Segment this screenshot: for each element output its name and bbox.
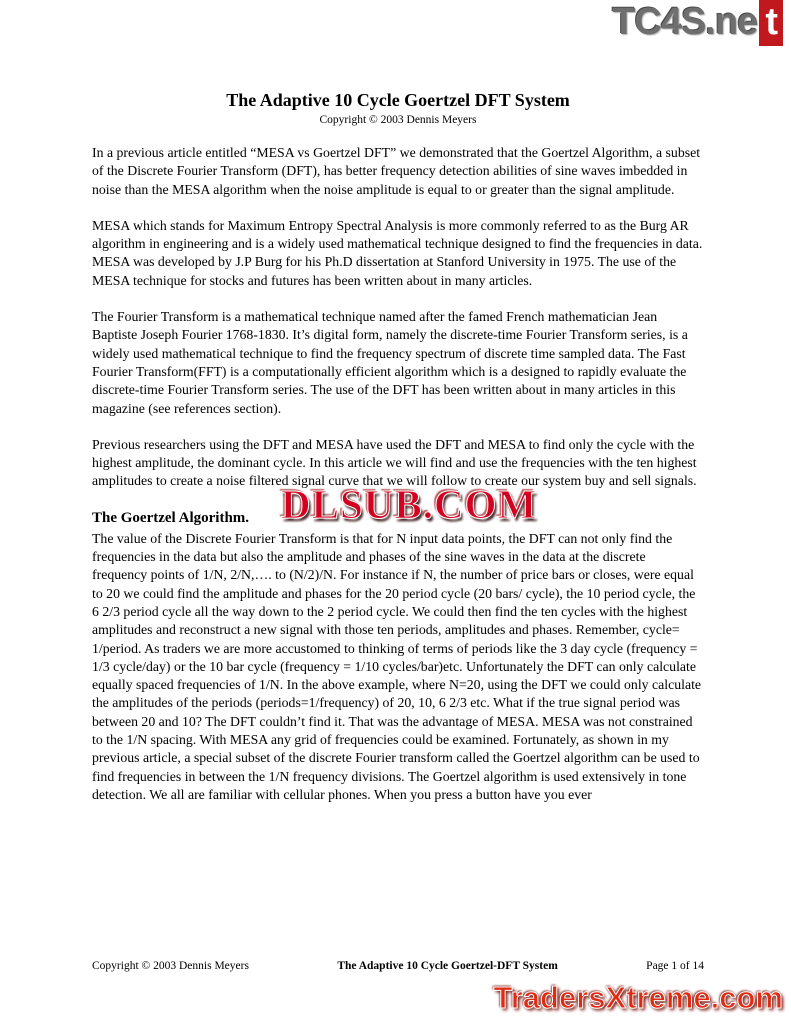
footer-document-title: The Adaptive 10 Cycle Goertzel-DFT System [337,960,558,972]
tc4s-logo [612,0,783,46]
copyright-line: Copyright © 2003 Dennis Meyers [319,114,477,126]
paragraph-mesa-definition: MESA which stands for Maximum Entropy Spectral Analysis is more commonly referred to as the Burg AR algorithm in engineering and is a widely used mathematical technique designed to find the frequencies in data. MESA was developed by J.P Burg for his Ph.D dissertation at Stanford University in 1975. The use of the MESA technique for stocks and futures has been written about in many articles. [92,217,703,288]
paragraph-goertzel-algorithm: The value of the Discrete Fourier Transform is that for N input data points, the DFT can not only find the frequencies in the data but also the amplitude and phases of the sine waves in the data at the discrete frequency points of 1/N, 2/N,…. to (N/2)/N. For instance if N, the number of price bars or closes, were equal to 20 we could find the amplitude and phases for the 20 period cycle (20 bars/ cycle), the 10 period cycle, the 6 2/3 period cycle all the way down to the 2 period cycle. We could then find the ten cycles with the highest amplitudes and reconstruct a new signal with those ten periods, amplitudes and phases. Remember, cycle= 1/period. As traders we are more accustomed to thinking of terms of periods like the 3 day cycle (frequency = 1/3 cycle/day) or the 10 bar cycle (frequency = 1/10 cycles/bar)etc. Unfortunately the DFT can only calculate equally spaced frequencies of 1/N. In the above example, where N=20, using the DFT we could only calculate the amplitudes of the periods (periods=1/frequency) of 20, 10, 6 2/3 etc. What if the true signal period was between 20 and 10? The DFT couldn’t find it. That was the advantage of MESA. MESA was not constrained to the 1/N spacing. With MESA any grid of frequencies could be examined. Fortunately, as shown in my previous article, a special subset of the discrete Fourier transform called the Goertzel algorithm can be used to find frequencies in between the 1/N frequency divisions. The Goertzel algorithm is used extensively in tone detection. We all are familiar with cellular phones. When you press a button have you ever [92,530,702,802]
dlsub-watermark: DLSUB.COM [281,481,538,527]
paragraph-mesa-vs-goertzel: In a previous article entitled “MESA vs Goertzel DFT” we demonstrated that the Goertzel Algorithm, a subset of the Discrete Fourier Transform (DFT), has better frequency detection abilities of sine waves imbedded in noise than the MESA algorithm when the noise amplitude is equal to or greater than the signal amplitude. [92,145,701,197]
document-content [92,90,704,804]
tc4s-logo-accent: t [759,0,783,46]
tradersxtreme-logo: TradersXtreme.com [493,980,783,1015]
page-footer [92,960,704,972]
paragraph-fourier-transform: The Fourier Transform is a mathematical technique named after the famed French mathematician Jean Baptiste Joseph Fourier 1768-1830. It’s digital form, namely the discrete-time Fourier Transform series, is a widely used mathematical technique to find the frequency spectrum of discrete time sampled data. The Fast Fourier Transform(FFT) is a computationally efficient algorithm which is a designed to rapidly evaluate the discrete-time Fourier Transform series. The use of the DFT has been written about in many articles in this magazine (see references section). [92,309,688,416]
section-heading-goertzel-algorithm: The Goertzel Algorithm. [92,509,250,526]
paragraph-previous-researchers: Previous researchers using the DFT and MESA have used the DFT and MESA to find only the cycle with the highest amplitude, the dominant cycle. In this article we will find and use the frequencies with the ten highest amplitudes to create a noise filtered signal curve that we will follow to create our system buy and sell signals. [92,436,697,489]
footer-page-number: Page 1 of 14 [646,960,704,972]
footer-copyright: Copyright © 2003 Dennis Meyers [92,960,249,972]
tc4s-logo-text: TC4S.ne [612,1,758,43]
document-title: The Adaptive 10 Cycle Goertzel DFT System [226,90,570,110]
